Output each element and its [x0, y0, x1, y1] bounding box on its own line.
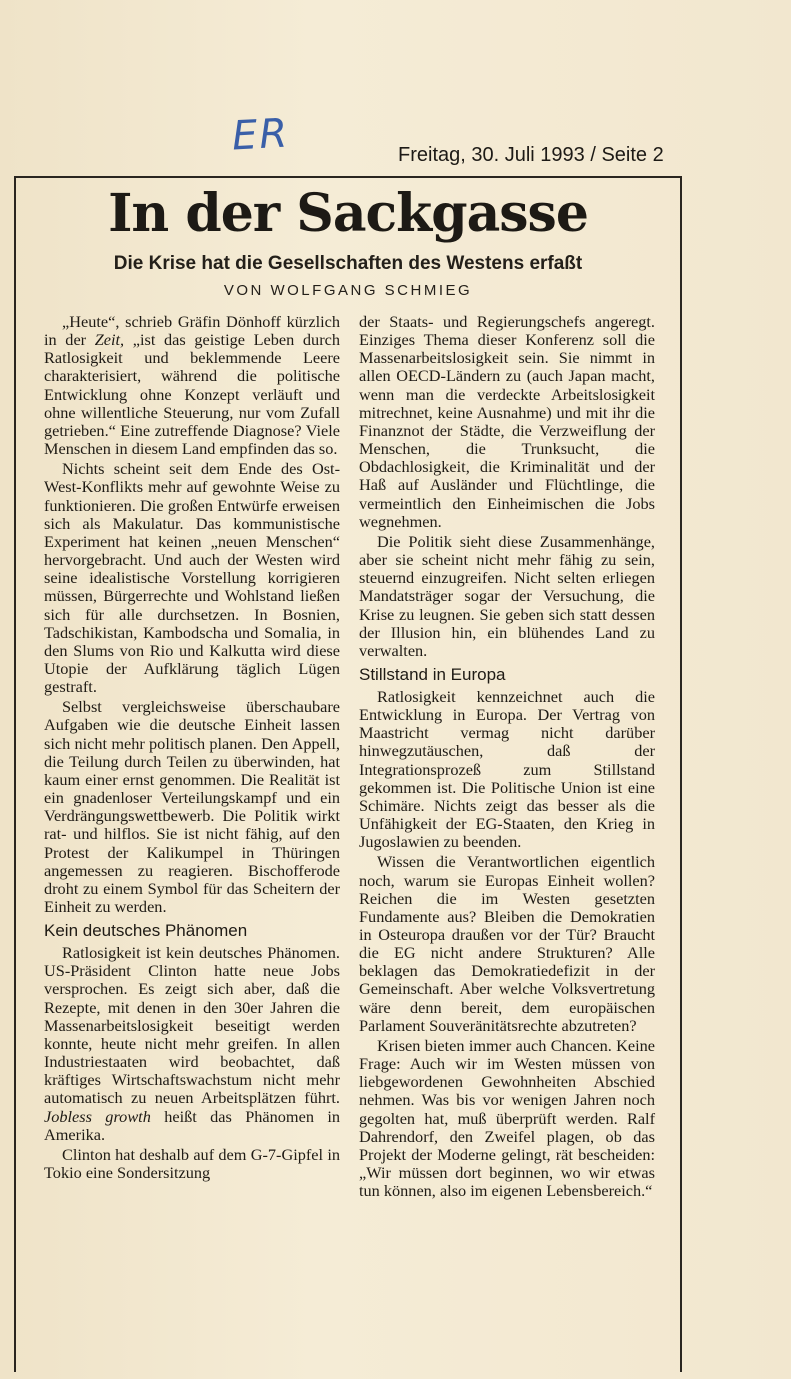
paragraph: Die Politik sieht diese Zusammenhänge, aber sie scheint nicht mehr fähig zu sein, steuernd einzugreifen. Nicht selten erliegen Mandatsträger sogar der Versuchung, die Krise zu leugnen. Sie geben sich statt dessen der Illusion hin, ein blühendes Land zu verwalten.: [359, 531, 655, 660]
paragraph: Clinton hat deshalb auf dem G-7-Gipfel in Tokio eine Sondersitzung: [44, 1144, 340, 1183]
subheadline: Die Krise hat die Gesellschaften des Westens erfaßt: [113, 253, 583, 274]
handwritten-annotation: ER: [230, 110, 291, 160]
article-column-right: [359, 313, 655, 1202]
headline: In der Sackgasse: [108, 183, 588, 244]
dateline: Freitag, 30. Juli 1993 / Seite 2: [398, 144, 664, 166]
paragraph: Selbst vergleichsweise überschaubare Aufgaben wie die deutsche Einheit lassen sich nicht mehr politisch planen. Den Appell, die Teilung durch Teilen zu überwinden, hat kaum einer ernst genommen. Die Realität ist ein gnadenloser Verteilungskampf und ein Verdrängungswettbewerb. Die Politik wirkt rat- und hilflos. Sie ist nicht fähig, auf den Protest der Kalikumpel in Thüringen angemessen zu reagieren. Bischofferode droht zu einem Symbol für das Scheitern der Einheit zu werden.: [44, 697, 340, 916]
paragraph: Nichts scheint seit dem Ende des Ost-West-Konflikts mehr auf gewohnte Weise zu funktionieren. Die großen Entwürfe erweisen sich als Makulatur. Das kommunistische Experiment hat keinen „neuen Menschen“ hervorgebracht. Und auch der Westen wird seine idealistische Vorstellung korrigieren müssen, Bürgerrechte und Wohlstand ließen sich für alle durchsetzen. In Bosnien, Tadschikistan, Kambodscha und Somalia, in den Slums von Rio und Kalkutta wird diese Utopie der Aufklärung täglich Lügen gestraft.: [44, 459, 340, 697]
section-heading: Kein deutsches Phänomen: [44, 921, 248, 941]
paragraph: Krisen bieten immer auch Chancen. Keine Frage: Auch wir im Westen müssen von liebgewordenen Gewohnheiten Abschied nehmen. Was bis vor wenigen Jahren noch gegolten hat, muß überprüft werden. Ralf Dahrendorf, den Zweifel plagen, ob das Projekt der Moderne gelingt, rät bescheiden: „Wir müssen dort beginnen, wo wir etwas tun können, also im eigenen Lebensbereich.“: [359, 1035, 655, 1201]
paragraph: Wissen die Verantwortlichen eigentlich noch, warum sie Europas Einheit wollen? Reichen die im Westen gesetzten Fundamente aus? Bleiben die Demokratien in Osteuropa draußen vor der Tür? Braucht die EG nicht andere Strukturen? Alle beklagen das Demokratiedefizit in der Gemeinschaft. Aber welche Volksvertretung wäre denn bereit, dem europäischen Parlament Souveränitätsrechte abzutreten?: [359, 852, 655, 1035]
section-heading: Stillstand in Europa: [359, 664, 506, 684]
article-column-left: [44, 313, 340, 1184]
paragraph: Ratlosigkeit ist kein deutsches Phänomen. US-Präsident Clinton hatte neue Jobs versprochen. Es zeigt sich aber, daß die Rezepte, mit denen in den 30er Jahren die Massenarbeitslosigkeit beseitigt werden konnte, heute nicht mehr greifen. In allen Industriestaaten wird beobachtet, daß kräftiges Wirtschaftswachstum nicht mehr automatisch zu neuen Arbeitsplätzen führt. Jobless growth heißt das Phänomen in Amerika.: [44, 943, 340, 1144]
paragraph: „Heute“, schrieb Gräfin Dönhoff kürzlich in der Zeit, „ist das geistige Leben durch Ratlosigkeit und beklemmende Leere charakterisiert, während die politische Entwicklung ohne Konzept verläuft und ohne willentliche Steuerung, nur vom Zufall getrieben.“ Eine zutreffende Diagnose? Viele Menschen in diesem Land empfinden das so.: [44, 312, 340, 459]
paragraph: der Staats- und Regierungschefs angeregt. Einziges Thema dieser Konferenz soll die Massenarbeitslosigkeit sein. Sie nimmt in allen OECD-Ländern zu (auch Japan macht, wenn man die verdeckte Arbeitslosigkeit mitrechnet, keine Ausnahme) und mit ihr die Finanznot der Städte, die Verzweiflung der Menschen, die Trunksucht, die Obdachlosigkeit, die Kriminalität und der Haß auf Ausländer und Flüchtlinge, die vermeintlich den Einheimischen die Jobs wegnehmen.: [359, 312, 655, 531]
byline: VON WOLFGANG SCHMIEG: [223, 282, 473, 299]
paragraph: Ratlosigkeit kennzeichnet auch die Entwicklung in Europa. Der Vertrag von Maastricht vermag nicht darüber hinwegzutäuschen, daß der Integrationsprozeß zum Stillstand gekommen ist. Die Politische Union ist eine Schimäre. Nichts zeigt das besser als die Unfähigkeit der EG-Staaten, den Krieg in Jugoslawien zu beenden.: [359, 686, 655, 852]
